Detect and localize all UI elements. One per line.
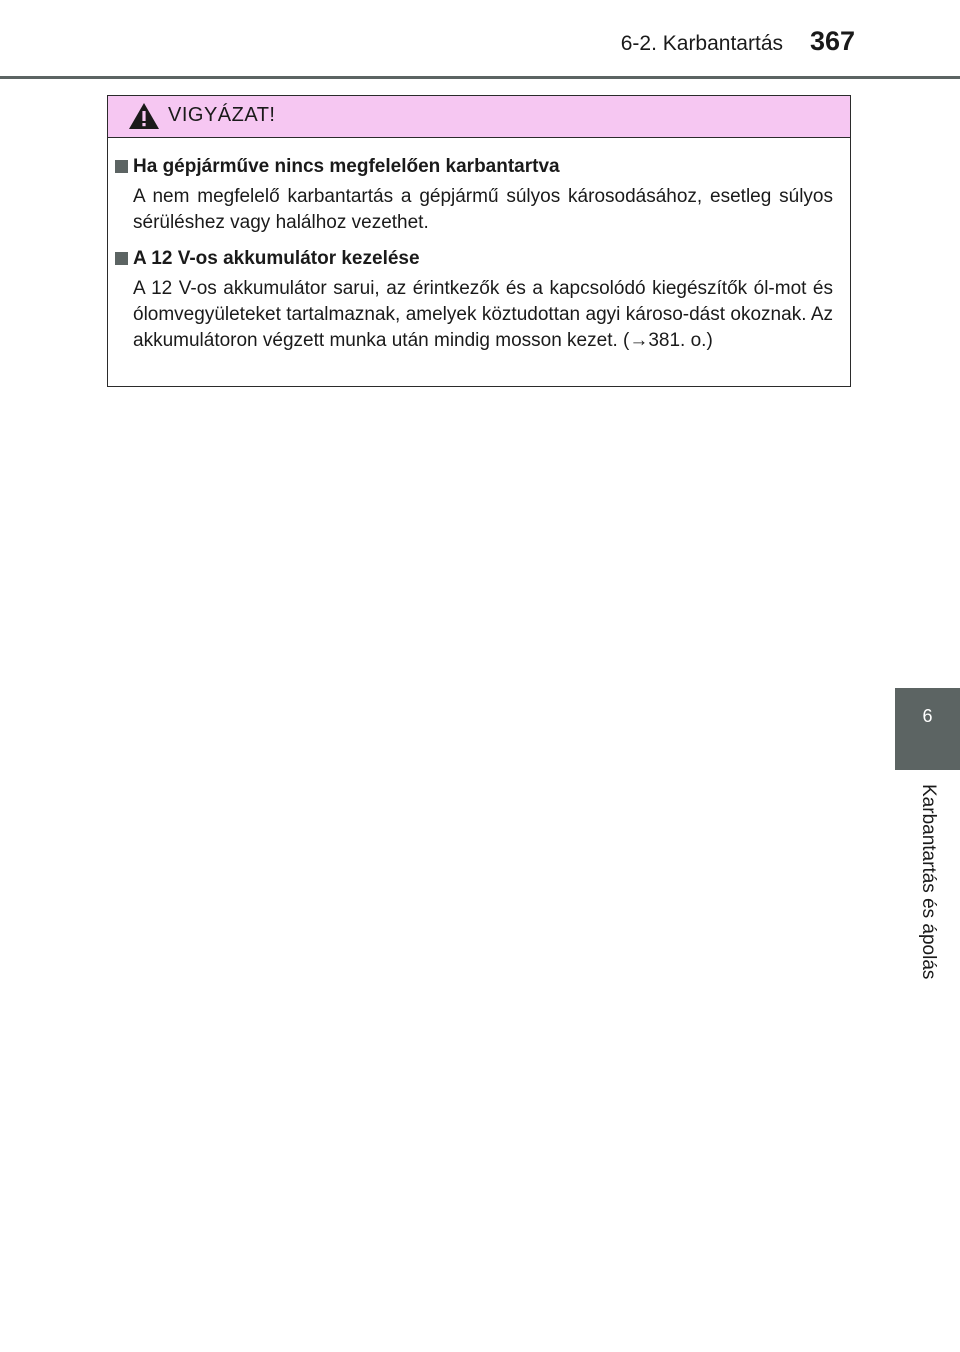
- chapter-tab: [895, 688, 960, 770]
- warning-body: [108, 138, 850, 354]
- square-bullet-icon: [115, 160, 128, 173]
- warning-header: [108, 96, 850, 138]
- warning-item-heading: A 12 V-os akkumulátor kezelése: [133, 248, 420, 269]
- section-title: 6-2. Karbantartás: [620, 32, 783, 55]
- warning-item-text: A nem megfelelő karbantartás a gépjármű súlyos károsodásához, esetleg súlyos sérüléshez vagy halálhoz vezethet.: [133, 186, 833, 233]
- warning-title: VIGYÁZAT!: [168, 104, 276, 126]
- warning-box: [107, 95, 851, 387]
- warning-item-text: A 12 V-os akkumulátor sarui, az érintkezők és a kapcsolódó kiegészítők ól-mot és ólomvegyületeket tartalmaznak, amelyek köztudottan agyi károso-dást okoznak. Az akkumulátoron végzett munka után mindig mosson kezet. (→381. o.): [133, 278, 833, 351]
- chapter-number: 6: [922, 706, 933, 726]
- page-number: 367: [810, 26, 856, 56]
- header-divider: [0, 76, 960, 79]
- chapter-label-wrapper: [917, 784, 939, 994]
- warning-item-heading-wrapper: [115, 246, 833, 272]
- warning-item-heading: Ha gépjárműve nincs megfelelően karbantartva: [133, 156, 560, 177]
- warning-item-heading-wrapper: [115, 154, 833, 180]
- chapter-label: Karbantartás és ápolás: [918, 784, 939, 980]
- warning-item: [115, 246, 833, 354]
- warning-triangle-icon: [128, 102, 160, 135]
- square-bullet-icon: [115, 252, 128, 265]
- warning-item: [115, 154, 833, 236]
